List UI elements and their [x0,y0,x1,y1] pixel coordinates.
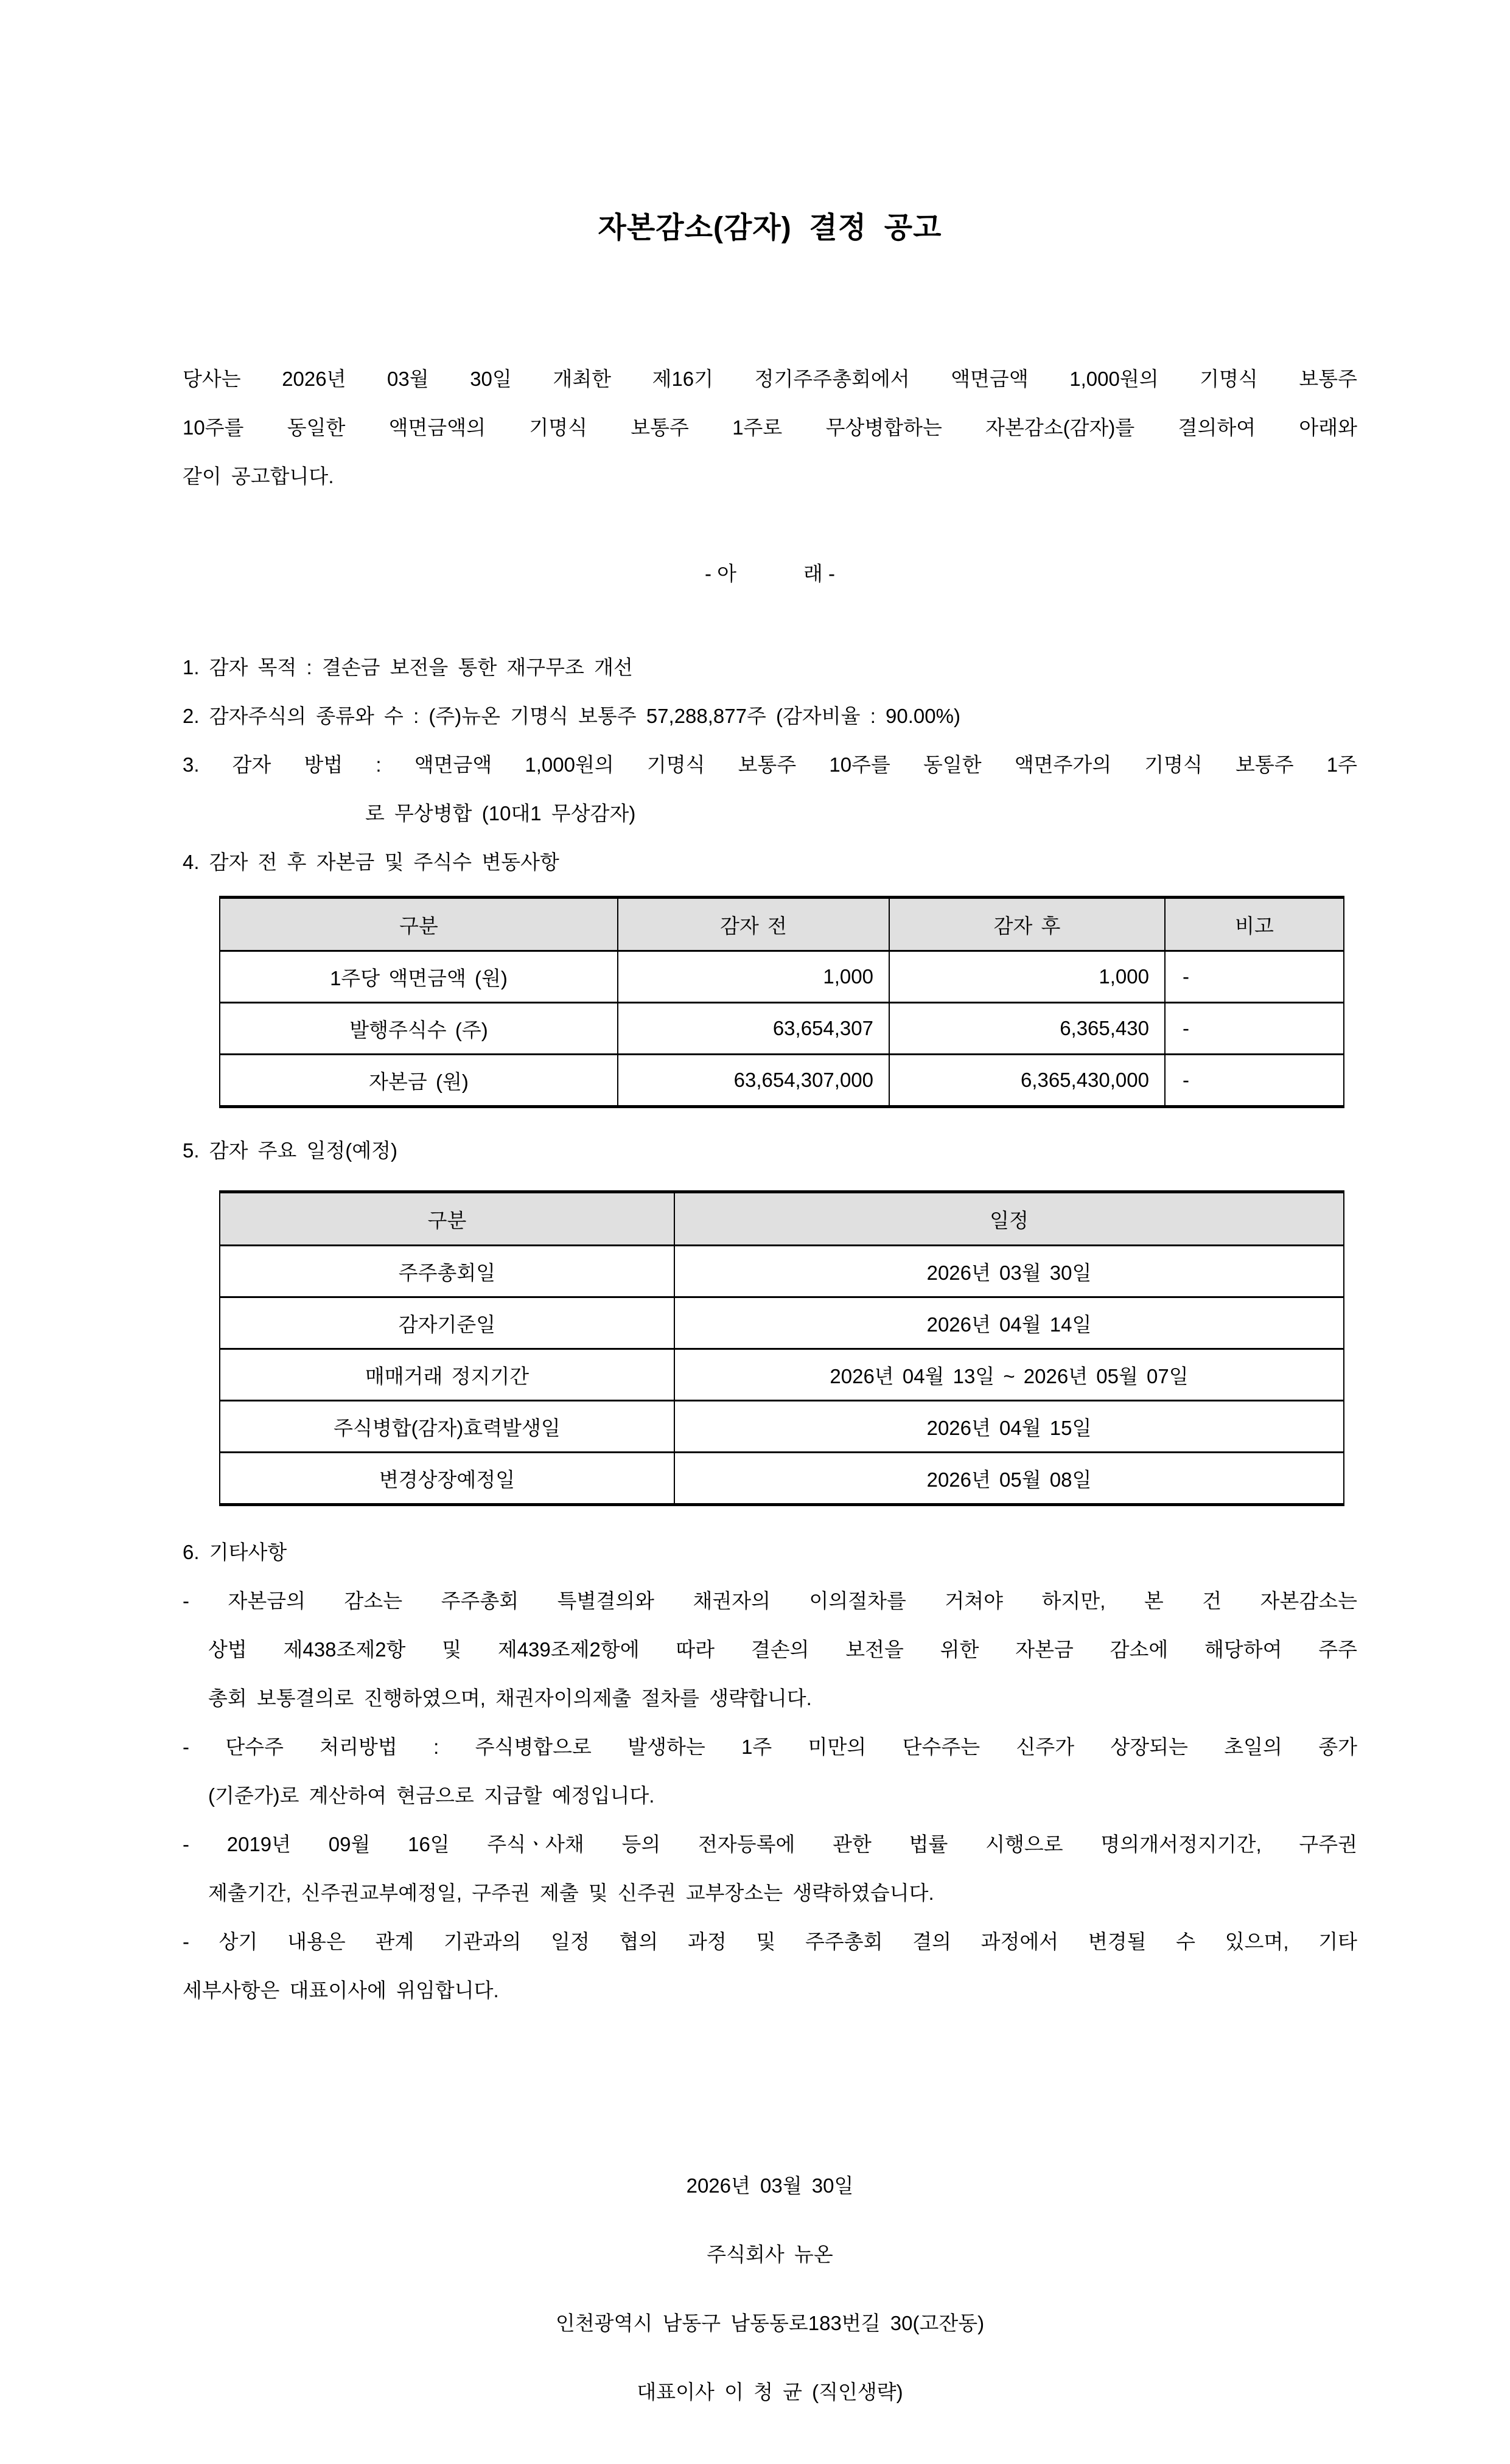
list-item-1: 1. 감자 목적 : 결손금 보전을 통한 재구무조 개선 [183,656,633,679]
list-item-2: 2. 감자주식의 종류와 수 : (주)뉴온 기명식 보통주 57,288,877주 (감자비율 : 90.00%) [183,705,960,727]
note-line: (기준가)로 계산하여 현금으로 지급할 예정입니다. [208,1784,655,1807]
schedule-label: 매매거래 정지기간 [220,1349,674,1401]
list-item-3: 3. 감자 방법 : 액면금액 1,000원의 기명식 보통주 10주를 동일한 액면주가의 기명식 보통주 1주 [183,753,1357,776]
footer-company: 주식회사 뉴온 [707,2243,833,2266]
document-footer [183,2151,1357,2426]
header-category: 구분 [220,1192,674,1246]
intro-line: 당사는 2026년 03월 30일 개최한 제16기 정기주주총회에서 액면금액 1,000원의 기명식 보통주 [183,368,1357,390]
schedule-label: 주주총회일 [220,1246,674,1297]
other-matters-section [183,1528,1357,2015]
schedule-label: 변경상장예정일 [220,1453,674,1505]
header-before-reduction: 감자 전 [618,898,889,951]
note-line: 상법 제438조제2항 및 제439조제2항에 따라 결손의 보전을 위한 자본금 감소에 해당하여 주주 [208,1638,1357,1661]
table-header-row [220,898,1344,951]
value-before: 63,654,307,000 [618,1055,889,1107]
note-line: 제출기간, 신주권교부예정일, 구주권 제출 및 신주권 교부장소는 생략하였습니다. [208,1882,934,1904]
header-remark: 비고 [1165,898,1344,951]
table-row [220,1349,1344,1401]
row-label: 1주당 액면금액 (원) [220,951,618,1003]
schedule-label: 감자기준일 [220,1297,674,1349]
schedule-date: 2026년 04월 15일 [674,1401,1344,1453]
schedule-table [219,1190,1344,1506]
schedule-date: 2026년 04월 14일 [674,1297,1344,1349]
intro-line: 10주를 동일한 액면금액의 기명식 보통주 1주로 무상병합하는 자본감소(감자)를 결의하여 아래와 [183,416,1357,439]
list-item-4: 4. 감자 전 후 자본금 및 주식수 변동사항 [183,851,559,873]
note-line: - 단수주 처리방법 : 주식병합으로 발생하는 1주 미만의 단수주는 신주가 상장되는 초일의 종가 [183,1736,1357,1758]
table-row [220,1055,1344,1107]
value-remark: - [1165,1055,1344,1107]
footer-ceo: 대표이사 이 청 균 (직인생략) [637,2381,903,2403]
value-after: 6,365,430 [889,1003,1165,1055]
note-line: 세부사항은 대표이사에 위임합니다. [183,1979,499,2002]
row-label: 발행주식수 (주) [220,1003,618,1055]
list-item-3-continuation: 로 무상병합 (10대1 무상감자) [365,802,636,825]
table-row [220,1297,1344,1349]
value-after: 6,365,430,000 [889,1055,1165,1107]
note-line: - 상기 내용은 관계 기관과의 일정 협의 과정 및 주주총회 결의 과정에서 변경될 수 있으며, 기타 [183,1930,1357,1953]
value-remark: - [1165,951,1344,1003]
value-before: 63,654,307 [618,1003,889,1055]
value-remark: - [1165,1003,1344,1055]
header-category: 구분 [220,898,618,951]
intro-paragraph [183,355,1357,501]
footer-date: 2026년 03월 30일 [686,2174,854,2197]
page-title: 자본감소(감자) 결정 공고 [598,212,942,244]
table-row [220,951,1344,1003]
header-after-reduction: 감자 후 [889,898,1165,951]
row-label: 자본금 (원) [220,1055,618,1107]
schedule-label: 주식병합(감자)효력발생일 [220,1401,674,1453]
table-row [220,1246,1344,1297]
capital-change-table [219,896,1344,1108]
numbered-list [183,643,1357,887]
table-row [220,1401,1344,1453]
schedule-date: 2026년 03월 30일 [674,1246,1344,1297]
table-header-row [220,1192,1344,1246]
header-schedule: 일정 [674,1192,1344,1246]
intro-line: 같이 공고합니다. [183,465,334,487]
note-line: - 2019년 09월 16일 주식ㆍ사채 등의 전자등록에 관한 법률 시행으로 명의개서정지기간, 구주권 [183,1833,1357,1855]
note-line: 총회 보통결의로 진행하였으며, 채권자이의제출 절차를 생략합니다. [208,1687,812,1709]
table-row [220,1003,1344,1055]
below-marker: - 아 래 - [704,562,836,585]
note-line: - 자본금의 감소는 주주총회 특별결의와 채권자의 이의절차를 거쳐야 하지만, 본 건 자본감소는 [183,1590,1357,1612]
value-after: 1,000 [889,951,1165,1003]
table-row [220,1453,1344,1505]
schedule-date: 2026년 04월 13일 ~ 2026년 05월 07일 [674,1349,1344,1401]
footer-address: 인천광역시 남동구 남동동로183번길 30(고잔동) [555,2312,985,2334]
schedule-date: 2026년 05월 08일 [674,1453,1344,1505]
list-item-5: 5. 감자 주요 일정(예정) [183,1139,398,1162]
value-before: 1,000 [618,951,889,1003]
list-item-6: 6. 기타사항 [183,1541,287,1563]
